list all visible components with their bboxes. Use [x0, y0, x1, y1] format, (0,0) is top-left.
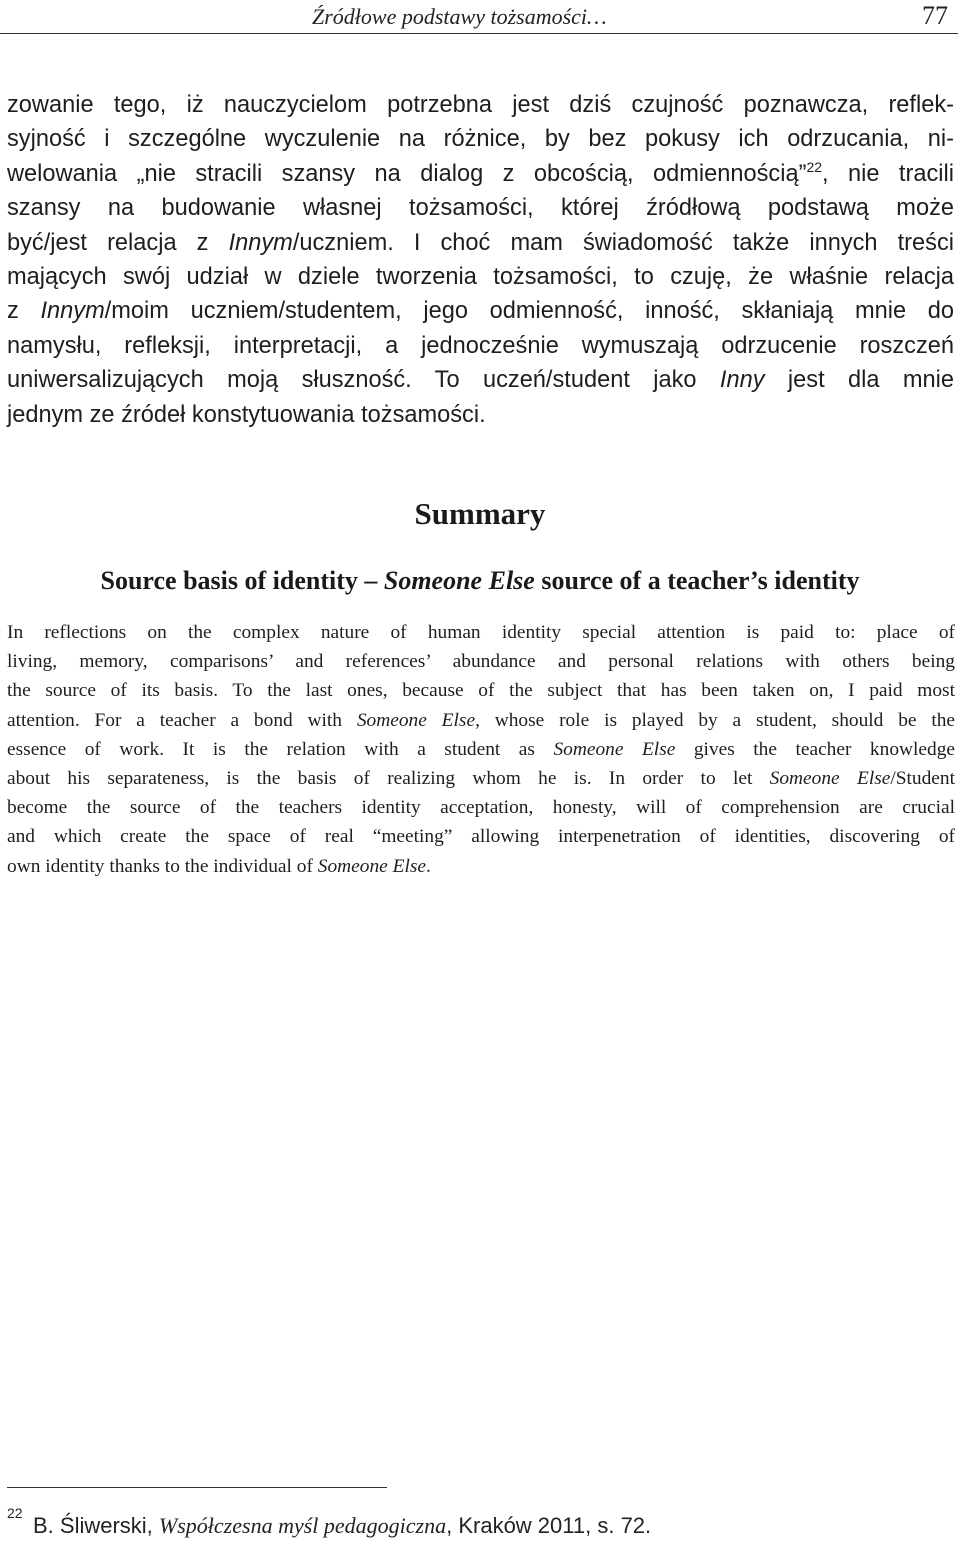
text-run: welowania „nie stracili szansy na dialog z obcością, odmiennością”: [7, 160, 807, 187]
summary-line: [7, 676, 955, 705]
text-run: .: [426, 855, 431, 877]
italic-term: Someone Else: [317, 855, 426, 877]
italic-term: Inny: [719, 367, 765, 394]
text-run: zowanie tego, iż nauczycielom potrzebna jest dziś czujność poznawcza, reflek-: [7, 92, 954, 118]
italic-term: Someone Else: [769, 768, 891, 790]
text-run: , whose role is played by a student, should be the: [475, 709, 956, 731]
text-run: living, memory, comparisons’ and references’ abundance and personal relations with others being: [7, 651, 955, 673]
summary-line: [7, 852, 955, 881]
body-line: [7, 122, 954, 156]
text-run: szansy na budowanie własnej tożsamości, której źródłową podstawą może: [7, 195, 954, 222]
body-line: [7, 88, 954, 122]
summary-paragraph: [7, 618, 955, 881]
italic-term: Someone Else: [383, 566, 535, 595]
text-run: namysłu, refleksji, interpretacji, a jednocześnie wymuszają odrzucenie roszczeń: [7, 332, 954, 359]
summary-line: [7, 735, 955, 764]
text-run: jednym ze źródeł konstytuowania tożsamości.: [7, 401, 486, 428]
page-number: 77: [922, 1, 948, 30]
italic-term: Someone Else: [553, 738, 676, 760]
text-run: być/jest relacja z: [7, 229, 229, 256]
text-run: /moim uczniem/studentem, jego odmienność, inność, skłaniają mnie do: [104, 298, 955, 325]
text-run: B. Śliwerski,: [33, 1513, 159, 1538]
italic-term: Someone Else: [356, 709, 476, 731]
summary-line: [7, 822, 955, 851]
body-line: [7, 226, 954, 260]
text-run: syjność i szczególne wyczulenie na różnice, by bez pokusy ich odrzucania, ni-: [7, 126, 954, 153]
text-run: /Student: [890, 768, 955, 790]
body-line: [7, 363, 954, 397]
text-run: mających swój udział w dziele tworzenia tożsamości, to czuję, że właśnie relacja: [7, 264, 954, 291]
text-run: Source basis of identity –: [100, 566, 384, 595]
body-line: [7, 260, 954, 294]
body-line: [7, 294, 954, 328]
italic-term: Innym: [228, 229, 293, 256]
footnote-number: 22: [7, 1505, 23, 1521]
text-run: gives the teacher knowledge: [675, 738, 956, 760]
italic-term: Innym: [40, 298, 105, 325]
body-line: [7, 191, 954, 225]
body-paragraph: [7, 88, 954, 432]
text-run: , Kraków 2011, s. 72.: [446, 1513, 652, 1538]
summary-heading: Summary: [414, 496, 546, 531]
summary-line: [7, 793, 955, 822]
running-title: Źródłowe podstawy tożsamości…: [312, 4, 607, 29]
page-header: [0, 0, 958, 34]
text-run: become the source of the teachers identity acceptation, honesty, will of comprehension are crucial: [7, 797, 955, 819]
text-run: z: [7, 298, 41, 325]
cited-title: Współczesna myśl pedagogiczna: [158, 1513, 447, 1538]
text-run: , nie tracili: [822, 160, 954, 187]
body-line: [7, 329, 954, 363]
text-run: jest dla mnie: [764, 367, 954, 394]
text-run: own identity thanks to the individual of: [7, 855, 318, 877]
text-run: uniwersalizujących moją słuszność. To uczeń/student jako: [7, 367, 720, 394]
body-line: [7, 157, 954, 191]
summary-line: [7, 647, 955, 676]
summary-line: [7, 764, 955, 793]
text-run: the source of its basis. To the last ones, because of the subject that has been taken on, I paid most: [7, 680, 955, 702]
text-run: about his separateness, is the basis of realizing whom he is. In order to let: [7, 768, 770, 790]
summary-subtitle: [0, 566, 960, 596]
body-line: [7, 398, 954, 432]
text-run: and which create the space of real “meeting” allowing interpenetration of identities, discovering of: [7, 826, 955, 848]
text-run: source of a teacher’s identity: [534, 566, 860, 595]
text-run: essence of work. It is the relation with a student as: [7, 738, 554, 760]
text-run: /uczniem. I choć mam świadomość także innych treści: [292, 229, 954, 256]
summary-line: [7, 618, 955, 647]
footnote-divider: [7, 1487, 387, 1488]
footnote-text: [33, 1513, 651, 1539]
text-run: attention. For a teacher a bond with: [7, 709, 357, 731]
text-run: In reflections on the complex nature of human identity special attention is paid to: place of: [7, 622, 955, 643]
footnote-reference[interactable]: 22: [806, 158, 823, 175]
summary-line: [7, 706, 955, 735]
